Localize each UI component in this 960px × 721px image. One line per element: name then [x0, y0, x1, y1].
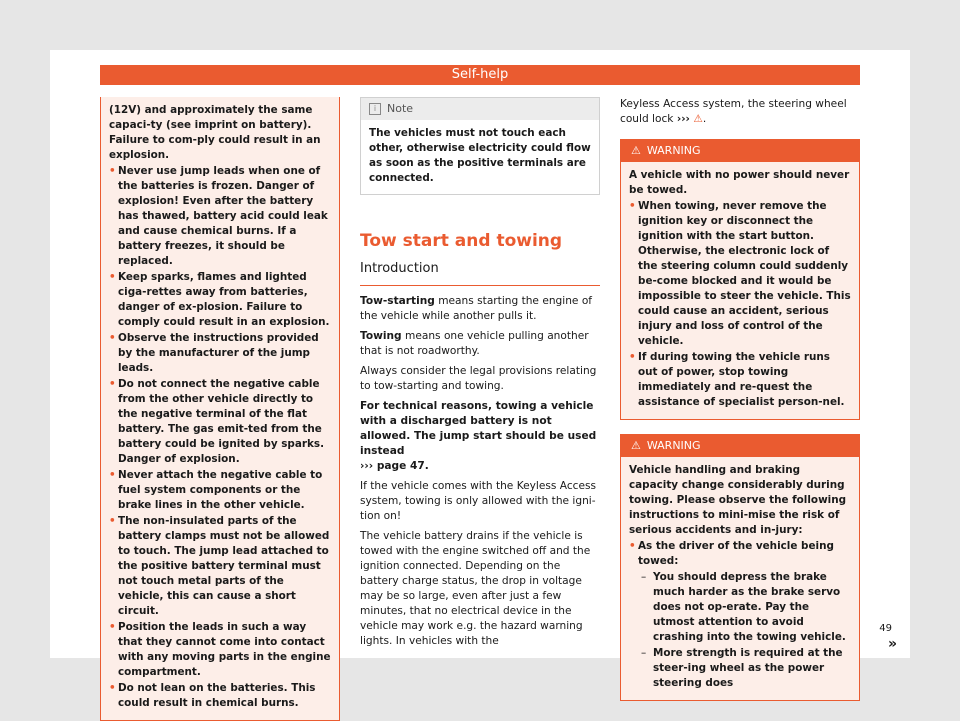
warning-text: Vehicle handling and braking capacity change considerably during towing. Please observe the following instructions to mini-mise the risk of serious accidents and in-jury: — [629, 464, 847, 536]
warning-bullet: • Observe the instructions provided by the manufacturer of the jump leads. — [109, 331, 331, 376]
warning-bullet: • As the driver of the vehicle being towed: — [629, 539, 851, 569]
note-text: The vehicles must not touch each other, otherwise electricity could flow as soon as the positive terminals are connected. — [369, 127, 591, 184]
column-3 — [620, 97, 860, 701]
warning-bullet: • The non-insulated parts of the battery clamps must not be allowed to touch. The jump lead attached to the positive battery terminal must not touch metal parts of the vehicle, this can cause a short circuit. — [109, 514, 331, 619]
page-number: 49 — [879, 623, 892, 634]
page-header: Self-help — [100, 65, 860, 85]
warning-box — [620, 139, 860, 420]
warning-triangle-icon: ⚠ — [693, 113, 703, 125]
warning-triangle-icon: ⚠ — [631, 144, 641, 157]
page-link[interactable]: page 47 — [376, 460, 425, 472]
warning-bullet: • Position the leads in such a way that they cannot come into contact with any moving parts in the engine compartment. — [109, 620, 331, 680]
note-header — [361, 98, 599, 120]
warning-sub-item: – You should depress the brake much harder as the brake servo does not op-erate. Pay the utmost attention to avoid crashing into the towing vehicle. — [629, 570, 851, 645]
paragraph: If the vehicle comes with the Keyless Access system, towing is only allowed with the igni-tion on! — [360, 480, 597, 522]
warning-body — [621, 457, 859, 700]
paragraph: Keyless Access system, the steering wheel could lock ››› ⚠. — [620, 98, 847, 125]
warning-bullet: • Keep sparks, flames and lighted ciga-rettes away from batteries, danger of ex-plosion. Failure to comply could result in an explosion. — [109, 270, 331, 330]
continue-mark: » — [888, 636, 898, 652]
warning-bullet: • Do not connect the negative cable from the other vehicle directly to the negative terminal of the flat battery. The gas emit-ted from the battery could be ignited by sparks. Danger of explosion. — [109, 377, 331, 467]
note-box — [360, 97, 600, 195]
warning-bullet: • When towing, never remove the ignition key or disconnect the ignition with the start button. Otherwise, the electronic lock of the steering column could suddenly be-come blocked and it would be impossible to steer the vehicle. This could cause an accident, serious injury and loss of control of the vehicle. — [629, 199, 851, 349]
warning-bullet: • If during towing the vehicle runs out of power, stop towing immediately and re-quest the assistance of specialist person-nel. — [629, 350, 851, 410]
section-title: Tow start and towing — [360, 231, 563, 251]
column-1 — [100, 97, 340, 721]
warning-text: A vehicle with no power should never be towed. — [629, 169, 850, 196]
warning-text: (12V) and approximately the same capaci-ty (see imprint on battery). Failure to com-ply could result in an explosion. — [109, 104, 321, 161]
note-label: Note — [387, 102, 414, 115]
warning-label: WARNING — [646, 439, 701, 452]
warning-label: WARNING — [646, 144, 701, 157]
warning-continued-box — [100, 97, 340, 721]
manual-page — [50, 50, 910, 709]
paragraph: The vehicle battery drains if the vehicle is towed with the engine switched off and the ignition connected. Depending on the battery charge status, the drop in voltage may be so large, even after just a few minutes, that no electrical device in the vehicle may work e.g. the hazard warning lights. In vehicles with the — [360, 530, 591, 647]
section-subtitle: Introduction — [360, 261, 600, 286]
warning-sub-item: – More strength is required at the steer-ing wheel as the power steering does — [629, 646, 851, 691]
info-icon: i — [369, 103, 381, 115]
paragraph: Always consider the legal provisions relating to tow-starting and towing. — [360, 365, 597, 392]
warning-header — [621, 140, 859, 162]
warning-box — [620, 434, 860, 701]
warning-bullet: • Never attach the negative cable to fuel system components or the brake lines in the other vehicle. — [109, 468, 331, 513]
paragraph: Tow-starting means starting the engine of the vehicle while another pulls it. — [360, 295, 593, 322]
warning-body — [621, 162, 859, 419]
link-arrow: ››› — [360, 460, 374, 472]
paragraph: Towing means one vehicle pulling another that is not roadworthy. — [360, 330, 589, 357]
warning-header — [621, 435, 859, 457]
warning-bullet: • Do not lean on the batteries. This could result in chemical burns. — [109, 681, 331, 711]
warning-triangle-icon: ⚠ — [631, 439, 641, 452]
warning-bullet: • Never use jump leads when one of the batteries is frozen. Danger of explosion! Even after the battery has thawed, battery acid could leak and cause chemical burns. If a battery freezes, it should be replaced. — [109, 164, 331, 269]
link-arrow: ››› — [676, 113, 690, 125]
column-2 — [360, 97, 600, 654]
paragraph-bold: For technical reasons, towing a vehicle with a discharged battery is not allowed. The jump start should be used instead ››› page 47. — [360, 400, 597, 472]
